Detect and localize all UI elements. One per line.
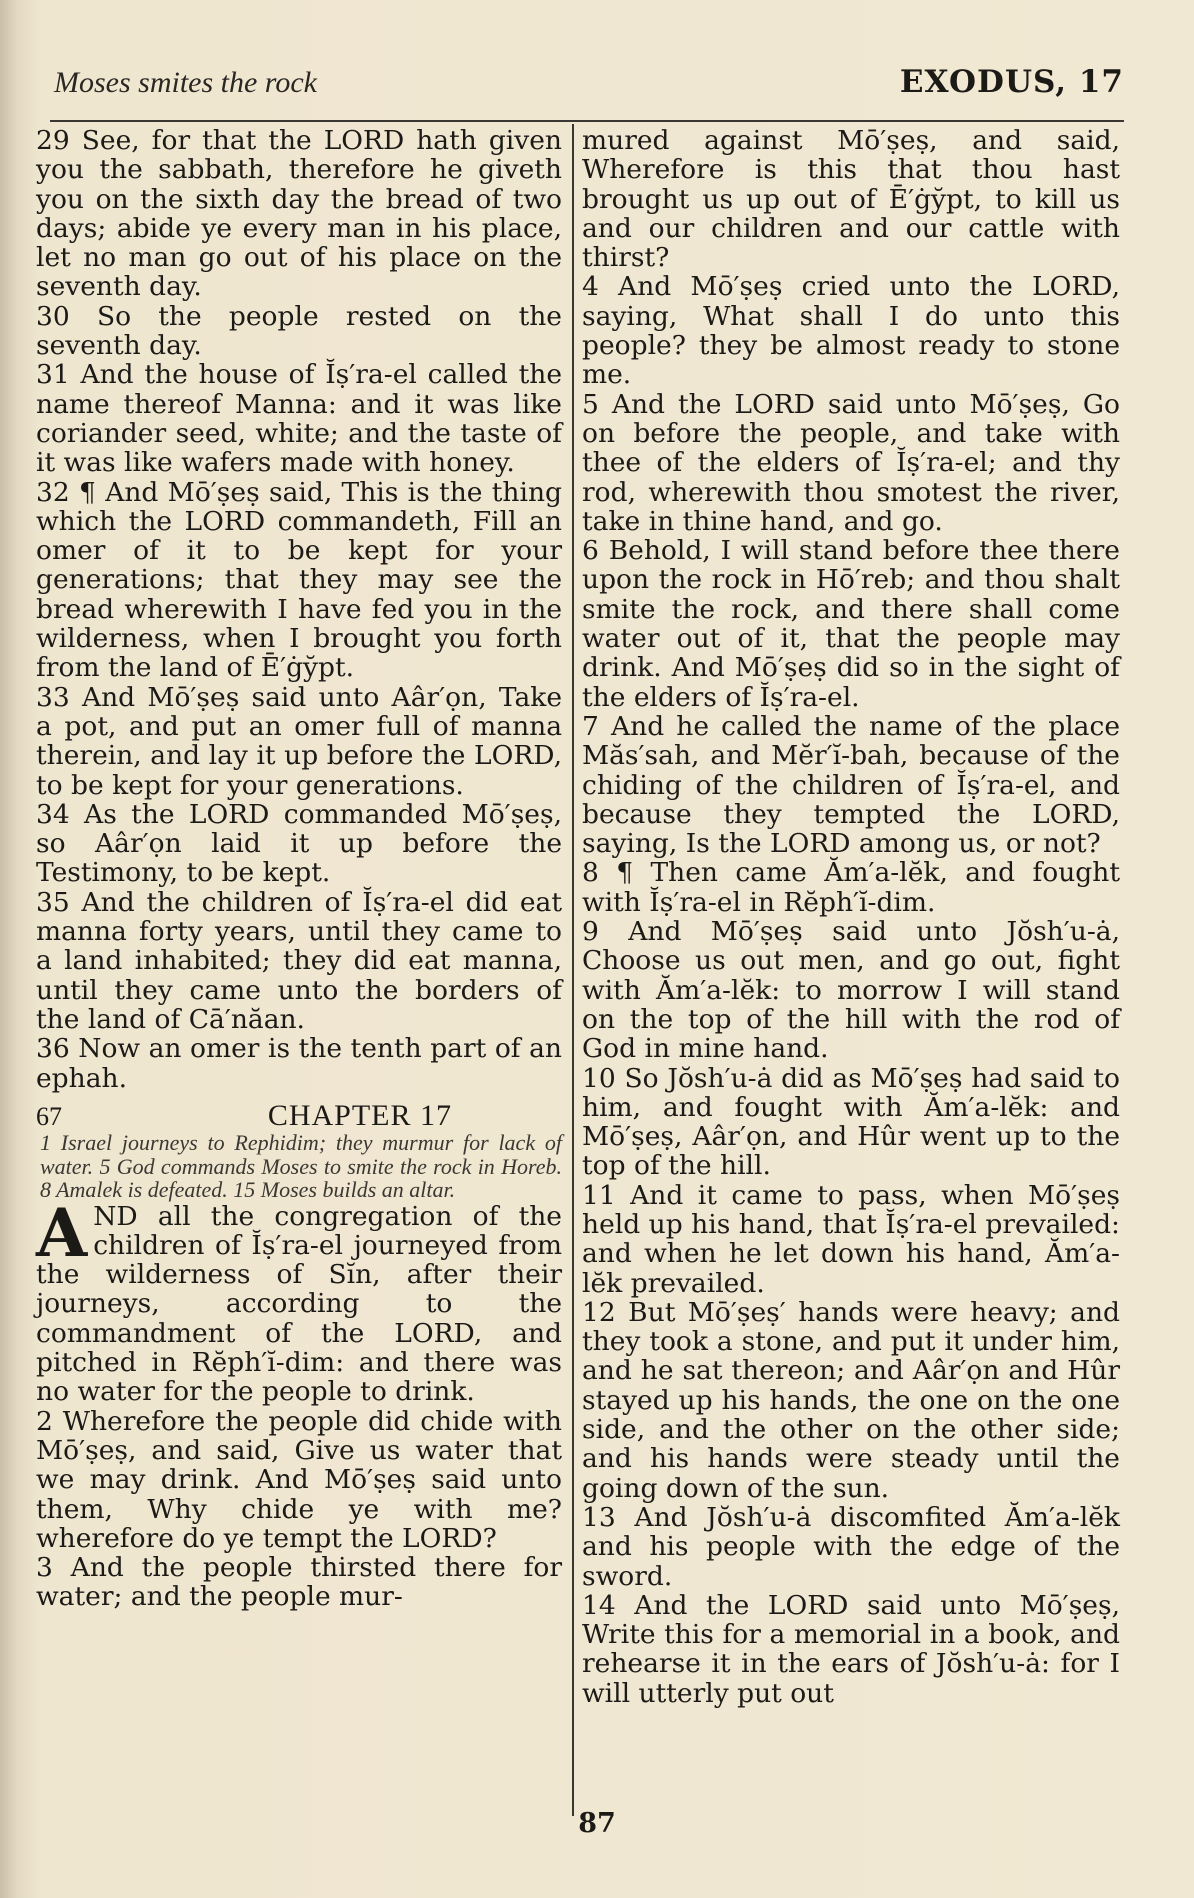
chapter-reference: 67 [36, 1101, 62, 1131]
left-column [36, 126, 562, 1612]
verse-13: 13 And Jŏsh′u-ȧ discomfited Ăm′a-lĕk and his people with the edge of the sword. [582, 1501, 1120, 1592]
verse-29: 29 See, for that the LORD hath given you the sabbath, therefore he giveth you on the sixth day the bread of two days; abide ye every man in his place, let no man go out of his place on the seventh day. [36, 125, 562, 303]
verse-6: 6 Behold, I will stand before thee there upon the rock in Hō′reb; and thou shalt smite the rock, and there shall come water out of it, that the people may drink. And Mō′ṣeṣ did so in the sight of the elders of Ĭṣ′ra-el. [582, 535, 1120, 713]
verse-34: 34 As the LORD commanded Mō′ṣeṣ, so Aâr′ọn laid it up before the Testimony, to be kept. [36, 798, 562, 889]
verse-31: 31 And the house of Ĭṣ′ra-el called the name thereof Manna: and it was like coriander seed, white; and the taste of it was like wafers made with honey. [36, 359, 562, 479]
verse-9: 9 And Mō′ṣeṣ said unto Jŏsh′u-ȧ, Choose us out men, and go out, fight with Ăm′a-lĕk: to morrow I will stand on the top of the hill with the rod of God in mine hand. [582, 916, 1120, 1065]
chapter-summary: 1 Israel journeys to Rephidim; they murmur for lack of water. 5 God commands Moses to smite the rock in Horeb. 8 Amalek is defeated. 15 Moses builds an altar. [40, 1130, 562, 1203]
verse-35: 35 And the children of Ĭṣ′ra-el did eat manna forty years, until they came to a land inhabited; they did eat manna, until they came unto the borders of the land of Cā′năan. [36, 886, 562, 1035]
verse-2: 2 Wherefore the people did chide with Mō′ṣeṣ, and said, Give us water that we may drink. And Mō′ṣeṣ said unto them, Why chide ye with me? wherefore do ye tempt the LORD? [36, 1405, 562, 1554]
book-chapter-title: EXODUS, 17 [899, 64, 1124, 100]
column-divider [572, 124, 574, 1816]
drop-cap-letter: A [36, 1193, 88, 1272]
right-column [582, 126, 1120, 1708]
verse-1 [36, 1193, 562, 1408]
chapter-title: CHAPTER 17 [267, 1098, 452, 1132]
verse-4: 4 And Mō′ṣeṣ cried unto the LORD, saying, What shall I do unto this people? they be almost ready to stone me. [582, 271, 1120, 391]
verse-10: 10 So Jŏsh′u-ȧ did as Mō′ṣeṣ had said to him, and fought with Ăm′a-lĕk: and Mō′ṣeṣ, Aâr′ọn, and Hûr went up to the top of the hill. [582, 1062, 1120, 1182]
verse-1-smallcaps: ND [93, 1200, 138, 1232]
verse-8: 8 ¶ Then came Ăm′a-lĕk, and fought with Ĭṣ′ra-el in Rĕph′ĭ-dim. [582, 857, 1120, 918]
verse-1-text: all the congregation of the children of Ĭṣ′ra-el journeyed from the wilderness of Sĭn, after their journeys, according to the commandment of the LORD, and pitched in Rĕph′ĭ-dim: and there was no water for the people to drink. [36, 1200, 562, 1408]
verse-3-continued: mured against Mō′ṣeṣ, and said, Wherefore is this that thou hast brought us up out of Ē′ġy̆pt, to kill us and our children and our cattle with thirst? [582, 125, 1120, 274]
page-header [54, 62, 1124, 108]
header-rule [50, 120, 1124, 122]
verse-14: 14 And the LORD said unto Mō′ṣeṣ, Write this for a memorial in a book, and rehearse it in the ears of Jŏsh′u-ȧ: for I will utterly put out [582, 1589, 1120, 1709]
verse-32: 32 ¶ And Mō′ṣeṣ said, This is the thing which the LORD commandeth, Fill an omer of it to be kept for your generations; that they may see the bread wherewith I have fed you in the wilderness, when I brought you forth from the land of Ē′ġy̆pt. [36, 476, 562, 684]
verse-5: 5 And the LORD said unto Mō′ṣeṣ, Go on before the people, and take with thee of the elders of Ĭṣ′ra-el; and thy rod, wherewith thou smotest the river, take in thine hand, and go. [582, 388, 1120, 537]
page-number: 87 [578, 1808, 616, 1839]
verse-7: 7 And he called the name of the place Măs′sah, and Mĕr′ĭ-bah, because of the chiding of the children of Ĭṣ′ra-el, and because they tempted the LORD, saying, Is the LORD among us, or not? [582, 710, 1120, 860]
verse-11: 11 And it came to pass, when Mō′ṣeṣ held up his hand, that Ĭṣ′ra-el prevailed: and when he let down his hand, Ăm′a-lĕk prevailed. [582, 1179, 1120, 1299]
verse-33: 33 And Mō′ṣeṣ said unto Aâr′ọn, Take a pot, and put an omer full of manna therein, and lay it up before the LORD, to be kept for your generations. [36, 681, 562, 801]
verse-36: 36 Now an omer is the tenth part of an ephah. [36, 1033, 562, 1094]
verse-30: 30 So the people rested on the seventh day. [36, 300, 562, 362]
verse-12: 12 But Mō′ṣeṣ′ hands were heavy; and they took a stone, and put it under him, and he sat thereon; and Aâr′ọn and Hûr stayed up his hands, the one on the one side, and the other on the other side; and his hands were steady until the going down of the sun. [582, 1296, 1120, 1504]
chapter-heading [36, 1098, 562, 1132]
verse-3: 3 And the people thirsted there for water; and the people mur- [36, 1552, 562, 1613]
running-head: Moses smites the rock [54, 66, 317, 99]
